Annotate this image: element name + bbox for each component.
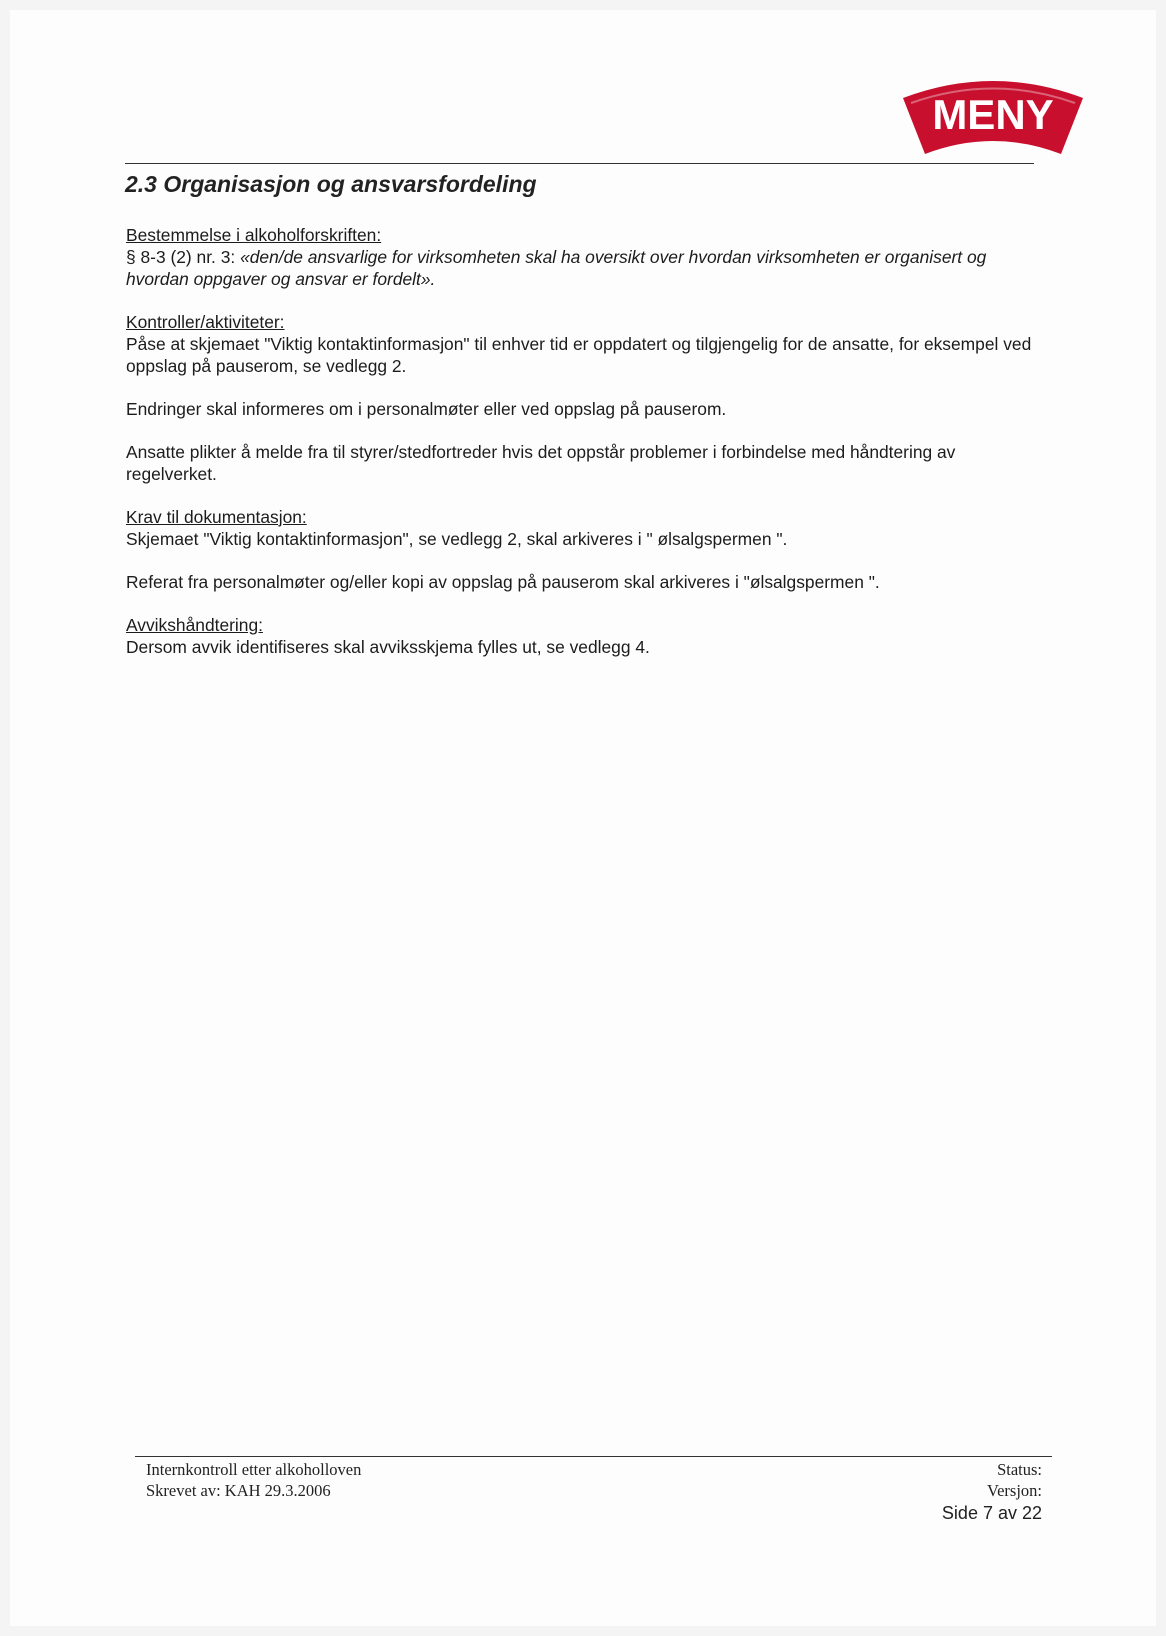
avvik-text: Dersom avvik identifiseres skal avviksskjema fylles ut, se vedlegg 4.	[126, 637, 650, 657]
bestemmelse-label: Bestemmelse i alkoholforskriften:	[126, 225, 382, 245]
dokumentasjon-label: Krav til dokumentasjon:	[126, 507, 307, 527]
dokumentasjon-text: Skjemaet "Viktig kontaktinformasjon", se vedlegg 2, skal arkiveres i " ølsalgspermen ".	[126, 529, 788, 549]
footer-written-by: Skrevet av: KAH 29.3.2006	[146, 1481, 331, 1500]
endringer-text: Endringer skal informeres om i personalmøter eller ved oppslag på pauserom.	[126, 399, 727, 419]
footer-status-label: Status:	[997, 1460, 1042, 1479]
kontroller-text: Påse at skjemaet "Viktig kontaktinformasjon" til enhver tid er oppdatert og tilgjengelig for de ansatte, for eksempel ved oppslag på pauserom, se vedlegg 2.	[126, 334, 1032, 376]
kontroller-label: Kontroller/aktiviteter:	[126, 312, 285, 332]
referat-paragraph	[126, 571, 1046, 593]
logo-text: MENY	[932, 91, 1054, 138]
avvik-section	[126, 614, 1046, 658]
bestemmelse-text	[126, 246, 1046, 290]
footer-version-label: Versjon:	[987, 1481, 1042, 1500]
footer-divider	[135, 1456, 1052, 1457]
regulation-quote: «den/de ansvarlige for virksomheten skal ha oversikt over hvordan virksomheten er organisert og hvordan oppgaver og ansvar er fordelt».	[126, 247, 987, 289]
footer-doc-title: Internkontroll etter alkoholloven	[146, 1460, 362, 1479]
meny-logo	[893, 70, 1093, 160]
ansatte-text: Ansatte plikter å melde fra til styrer/stedfortreder hvis det oppstår problemer i forbindelse med håndtering av regelverket.	[126, 442, 956, 484]
paragraph-reference: § 8-3 (2) nr. 3:	[126, 247, 241, 267]
ansatte-paragraph	[126, 441, 1046, 485]
bestemmelse-section	[126, 224, 1046, 290]
dokumentasjon-section	[126, 506, 1046, 550]
endringer-paragraph	[126, 398, 1046, 420]
kontroller-section	[126, 311, 1046, 377]
header-divider	[125, 163, 1034, 164]
referat-text: Referat fra personalmøter og/eller kopi av oppslag på pauserom skal arkiveres i "ølsalgspermen ".	[126, 572, 880, 592]
avvik-label: Avvikshåndtering:	[126, 615, 263, 635]
document-body	[126, 224, 1046, 679]
footer-page-number: Side 7 av 22	[941, 1503, 1042, 1523]
section-heading: 2.3 Organisasjon og ansvarsfordeling	[125, 171, 537, 197]
